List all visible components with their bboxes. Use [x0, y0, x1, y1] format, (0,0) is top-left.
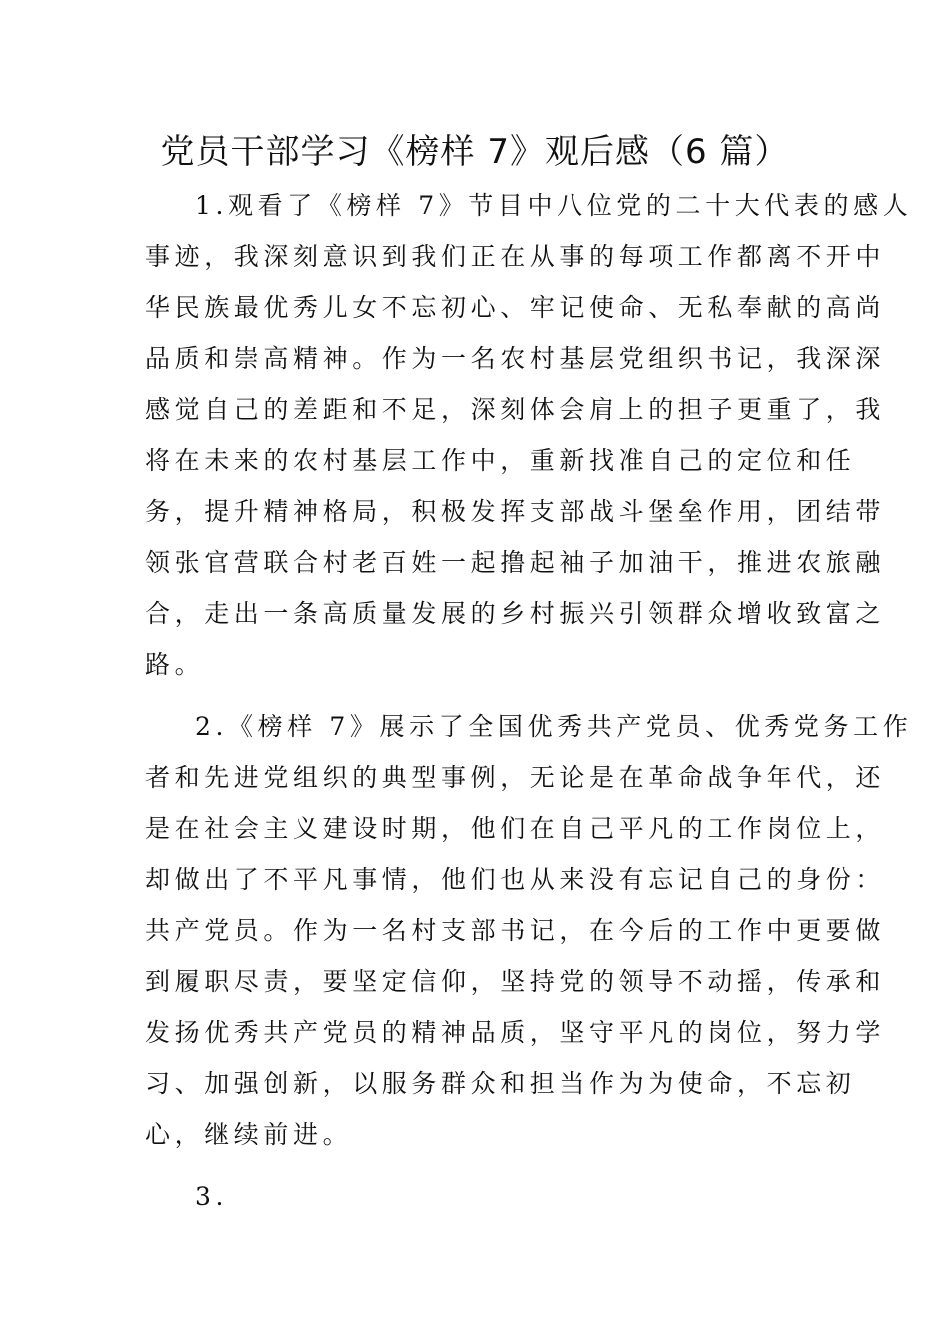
- paragraph-line: 发扬优秀共产党员的精神品质，坚守平凡的岗位，努力学: [145, 1018, 886, 1047]
- paragraph-line: 却做出了不平凡事情，他们也从来没有忘记自己的身份：: [145, 865, 886, 894]
- paragraph-line: 习、加强创新，以服务群众和担当作为为使命，不忘初: [145, 1069, 856, 1098]
- paragraph-line: 领张官营联合村老百姓一起撸起袖子加油干，推进农旅融: [145, 548, 886, 577]
- paragraph-line: 心，继续前进。: [145, 1120, 353, 1149]
- paragraph-line: 合，走出一条高质量发展的乡村振兴引领群众增收致富之: [145, 599, 886, 628]
- paragraph-line: 路。: [145, 650, 205, 679]
- paragraph-line: 将在未来的农村基层工作中，重新找准自己的定位和任: [145, 446, 856, 475]
- paragraph-line: 者和先进党组织的典型事例，无论是在革命战争年代，还: [145, 763, 886, 792]
- document-body: [145, 180, 913, 1233]
- paragraph-3: [145, 1171, 807, 1222]
- paragraph-line: 2.《榜样 7》展示了全国优秀共产党员、优秀党务工作: [195, 712, 913, 741]
- paragraph-line: 事迹，我深刻意识到我们正在从事的每项工作都离不开中: [145, 242, 886, 271]
- paragraph-line: 务，提升精神格局，积极发挥支部战斗堡垒作用，团结带: [145, 497, 886, 526]
- paragraph-line: 感觉自己的差距和不足，深刻体会肩上的担子更重了，我: [145, 395, 886, 424]
- paragraph-line: 是在社会主义建设时期，他们在自己平凡的工作岗位上，: [145, 814, 886, 843]
- paragraph-line: 品质和崇高精神。作为一名农村基层党组织书记，我深深: [145, 344, 886, 373]
- paragraph-line: 3.: [195, 1182, 229, 1211]
- paragraph-line: 1.观看了《榜样 7》节目中八位党的二十大代表的感人: [195, 191, 913, 220]
- paragraph-line: 到履职尽责，要坚定信仰，坚持党的领导不动摇，传承和: [145, 967, 886, 996]
- paragraph-line: 共产党员。作为一名村支部书记，在今后的工作中更要做: [145, 916, 886, 945]
- paragraph-line: 华民族最优秀儿女不忘初心、牢记使命、无私奉献的高尚: [145, 293, 886, 322]
- paragraph-1: [145, 180, 913, 690]
- paragraph-2: [145, 701, 913, 1160]
- document-title: 党员干部学习《榜样 7》观后感（6 篇）: [160, 132, 790, 172]
